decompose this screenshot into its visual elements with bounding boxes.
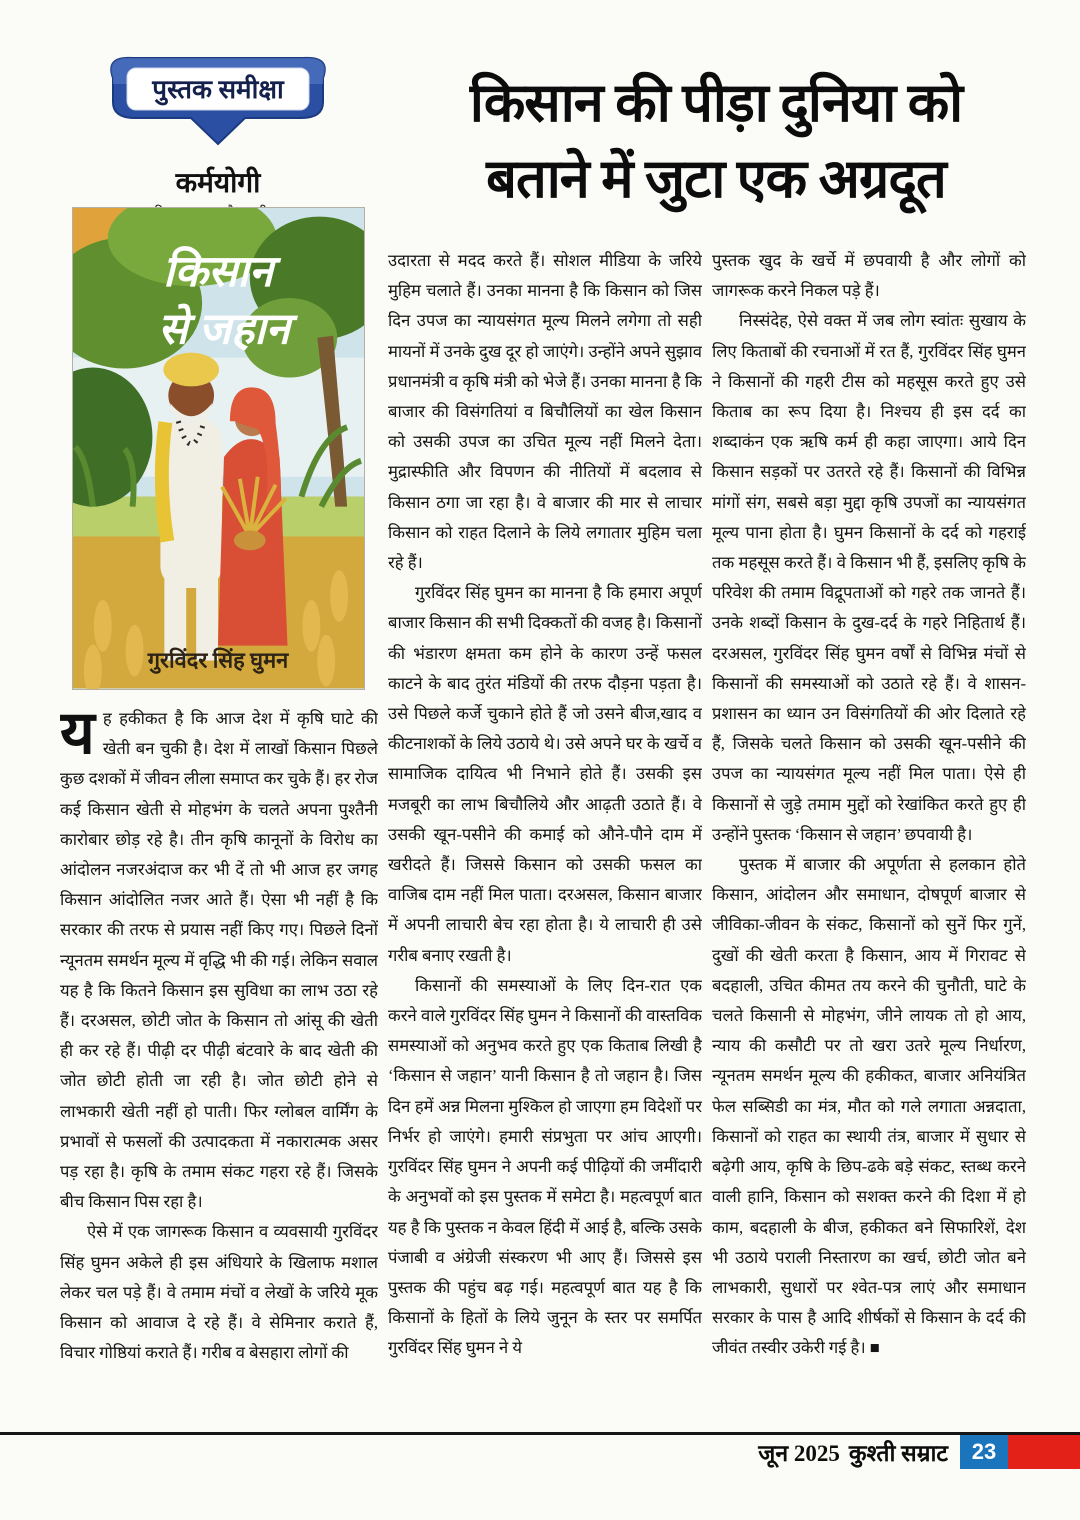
book-review-ribbon-icon <box>99 52 337 161</box>
headline-line-2: बताने में जुटा एक अग्रदूत <box>486 148 946 209</box>
book-cover <box>72 207 365 690</box>
paragraph <box>388 578 702 971</box>
footer-bar <box>758 1435 1080 1469</box>
book-cover-illustration <box>73 208 364 689</box>
article-column-3 <box>712 246 1026 1414</box>
paragraph-text: ऐसे में एक जागरूक किसान व व्यवसायी गुरविंदर सिंह घुमन अकेले ही इस अंधियारे के खिलाफ मशाल लेकर चल पड़े हैं। वे तमाम मंचों व लेखों के जरिये मूक किसान को आवाज दे रहे हैं। वे सेमिनार कराते हैं, विचार गोष्ठियां कराते हैं। गरीब व बेसहारा लोगों की <box>60 1222 378 1363</box>
footer-red-bar <box>1008 1435 1080 1469</box>
wheat-bundle-grip <box>234 530 266 550</box>
headline-line-1: किसान की पीड़ा दुनिया को <box>469 73 963 133</box>
paragraph-text: निस्संदेह, ऐसे वक्त में जब लोग स्वांतः सुखाय के लिए किताबों की रचनाओं में रत हैं, गुरविंदर सिंह घुमन ने किसानों की गहरी टीस को महसूस करते हुए उसे किताब का रूप दिया है। निश्चय ही इस दर्द का शब्दाकंन एक ऋषि कर्म ही कहा जाएगा। आये दिन किसान सड़कों पर उतरते रहे हैं। किसानों की विभिन्न मांगों संग, सबसे बड़ा मुद्दा कृषि उपजों का न्यायसंगत मूल्य पाना होता है। घुमन किसानों के दर्द को गहराई तक महसूस करते हैं। वे किसान भी हैं, इसलिए कृषि के परिवेश की तमाम विद्रूपताओं को गहरे तक जानते हैं। उनके शब्दों किसान के दुख-दर्द के गहरे निहितार्थ हैं। दरअसल, गुरविंदर सिंह घुमन वर्षों से विभिन्न मंचों से किसानों की समस्याओं को उठाते रहे हैं। वे शासन-प्रशासन का ध्यान उन विसंगतियों की ओर दिलाते रहे हैं, जिसके चलते किसान को उसकी खून-पसीने की उपज का न्यायसंगत मूल्य नहीं मिल पाता। ऐसे ही किसानों से जुड़े तमाम मुद्दों को रेखांकित करते हुए ही उन्होंने पुस्तक ‘किसान से जहान’ छपवायी है। <box>712 311 1026 844</box>
book-title-line-2: से जहान <box>158 305 290 354</box>
footer-magazine-name: कुश्ती सम्राट <box>848 1441 948 1466</box>
badge-label: पुस्तक समीक्षा <box>152 75 284 104</box>
footer-issue-date: जून 2025 <box>758 1441 840 1466</box>
paragraph <box>712 246 1026 306</box>
left-header <box>58 52 378 223</box>
article-column-1 <box>60 704 378 1428</box>
page-number-badge: 23 <box>960 1435 1008 1469</box>
article-column-2 <box>388 246 702 1428</box>
man-scarf <box>162 422 168 541</box>
paragraph-text: उदारता से मदद करते हैं। सोशल मीडिया के जरिये मुहिम चलाते हैं। उनका मानना है कि किसान को जिस दिन उपज का न्यायसंगत मूल्य मिलने लगेगा तो सही मायनों में उनके दुख दूर हो जाएंगे। उन्होंने अपने सुझाव प्रधानमंत्री व कृषि मंत्री को भेजे हैं। उनका मानना है कि बाजार की विसंगतियां व बिचौलियों का खेल किसान को उसकी उपज का उचित मूल्य नहीं मिलने देता। मुद्रास्फीति और विपणन की नीतियों में बदलाव से किसान ठगा जा रहा है। वे बाजार की मार से लाचार किसान को राहत दिलाने के लिये लगातार मुहिम चला रहे हैं। <box>388 251 702 573</box>
paragraph <box>712 850 1026 1363</box>
paragraph <box>60 1217 378 1368</box>
paragraph-text: पुस्तक में बाजार की अपूर्णता से हलकान होते किसान, आंदोलन और समाधान, दोषपूर्ण बाजार से जीविका-जीवन के संकट, किसानों को सुनें फिर गुनें, दुखों की खेती करता है किसान, आय में गिरावट से बदहाली, उचित कीमत तय करने की चुनौती, घाटे के चलते किसानी से मोहभंग, जीने लायक तो हो आय, न्याय की कसौटी पर तो खरा उतरे मूल्य निर्धारण, न्यूनतम समर्थन मूल्य की हकीकत, बाजार अनियंत्रित फेल सब्सिडी का मंत्र, मौत को गले लगाता अन्नदाता, किसानों को राहत का स्थायी तंत्र, बाजार में सुधार से बढ़ेगी आय, कृषि के छिप-ढके बड़े संकट, स्तब्ध करने वाली हानि, किसान को सशक्त करने की दिशा में हो काम, बदहाली के बीज, हकीकत बने सिफारिशें, देश भी उठाये पराली निस्तारण का खर्च, छोटी जोत बने लाभकारी, सुधारों पर श्वेत-पत्र लाएं और समाधान सरकार के पास है आदि शीर्षकों से किसान के दर्द की जीवंत तस्वीर उकेरी गई है। ■ <box>712 855 1026 1358</box>
drop-cap: य <box>60 704 95 766</box>
book-title-line-1: किसान <box>163 248 273 297</box>
ribbon-banner-icon <box>99 52 337 156</box>
paragraph <box>388 971 702 1364</box>
article-headline <box>380 66 1052 217</box>
man-turban <box>163 353 219 387</box>
book-author: गुरविंदर सिंह घुमन <box>147 648 289 673</box>
paragraph <box>60 704 378 1217</box>
paragraph <box>388 246 702 578</box>
paragraph-text: गुरविंदर सिंह घुमन का मानना है कि हमारा अपूर्ण बाजार किसान की सभी दिक्कतों की वजह है। किसानों की भंडारण क्षमता कम होने के कारण उन्हें फसल काटने के बाद तुरंत मंडियों की तरफ दौड़ना पड़ता है। उसे पिछले कर्जे चुकाने होते हैं जो उसने बीज,खाद व कीटनाशकों के लिये उठाये थे। उसे अपने घर के खर्चे व सामाजिक दायित्व भी निभाने होते हैं। उसकी इस मजबूरी का लाभ बिचौलिये और आढ़ती उठाते हैं। वे उसकी खून-पसीने की कमाई को औने-पौने दाम में खरीदते हैं। जिससे किसान को उसकी फसल का वाजिब दाम नहीं मिल पाता। दरअसल, किसान बाजार में अपनी लाचारी बेच रहा होता है। ये लाचारी ही उसे गरीब बनाए रखती है। <box>388 583 702 965</box>
paragraph <box>712 306 1026 850</box>
paragraph-text: ह हकीकत है कि आज देश में कृषि घाटे की खेती बन चुकी है। देश में लाखों किसान पिछले कुछ दशकों में जीवन लीला समाप्त कर चुके हैं। हर रोज कई किसान खेती से मोहभंग के चलते अपना पुश्तैनी कारोबार छोड़ रहे है। तीन कृषि कानूनों के विरोध का आंदोलन नजरअंदाज कर भी दें तो भी आज हर जगह किसान आंदोलित नजर आते हैं। ऐसा भी नहीं है कि सरकार की तरफ से प्रयास नहीं किए गए। पिछले दिनों न्यूनतम समर्थन मूल्य में वृद्धि भी की गई। लेकिन सवाल यह है कि कितने किसान इस सुविधा का लाभ उठा रहे हैं। दरअसल, छोटी जोत के किसान तो आंसू की खेती ही कर रहे हैं। पीढ़ी दर पीढ़ी बंटवारे के बाद खेती की जोत छोटी होती जा रही है। जोत छोटी होने से लाभकारी खेती नहीं हो पाती। फिर ग्लोबल वार्मिंग के प्रभावों से फसलों की उत्पादकता में नकारात्मक असर पड़ रहा है। कृषि के तमाम संकट गहरा रहे हैं। जिसके बीच किसान पिस रहा है। <box>60 709 378 1212</box>
paragraph-text: पुस्तक खुद के खर्चे में छपवायी है और लोगों को जागरूक करने निकल पड़े हैं। <box>712 251 1026 301</box>
paragraph-text: किसानों की समस्याओं के लिए दिन-रात एक करने वाले गुरविंदर सिंह घुमन ने किसानों की वास्तविक समस्याओं को अनुभव करते हुए एक किताब लिखी है ‘किसान से जहान’ यानी किसान है तो जहान है। जिस दिन हमें अन्न मिलना मुश्किल हो जाएगा हम विदेशों पर निर्भर हो जाएंगे। हमारी संप्रभुता पर आंच आएगी। गुरविंदर सिंह घुमन ने अपनी कई पीढ़ियों की जमींदारी के अनुभवों को इस पुस्तक में समेटा है। महत्वपूर्ण बात यह है कि पुस्तक न केवल हिंदी में आई है, बल्कि उसके पंजाबी व अंग्रेजी संस्करण भी आए हैं। जिससे इस पुस्तक की पहुंच बढ़ गई। महत्वपूर्ण बात यह है कि किसानों के हितों के लिये जुनून के स्तर पर समर्पित गुरविंदर सिंह घुमन ने ये <box>388 975 702 1358</box>
reviewer-name: कर्मयोगी <box>175 168 261 199</box>
